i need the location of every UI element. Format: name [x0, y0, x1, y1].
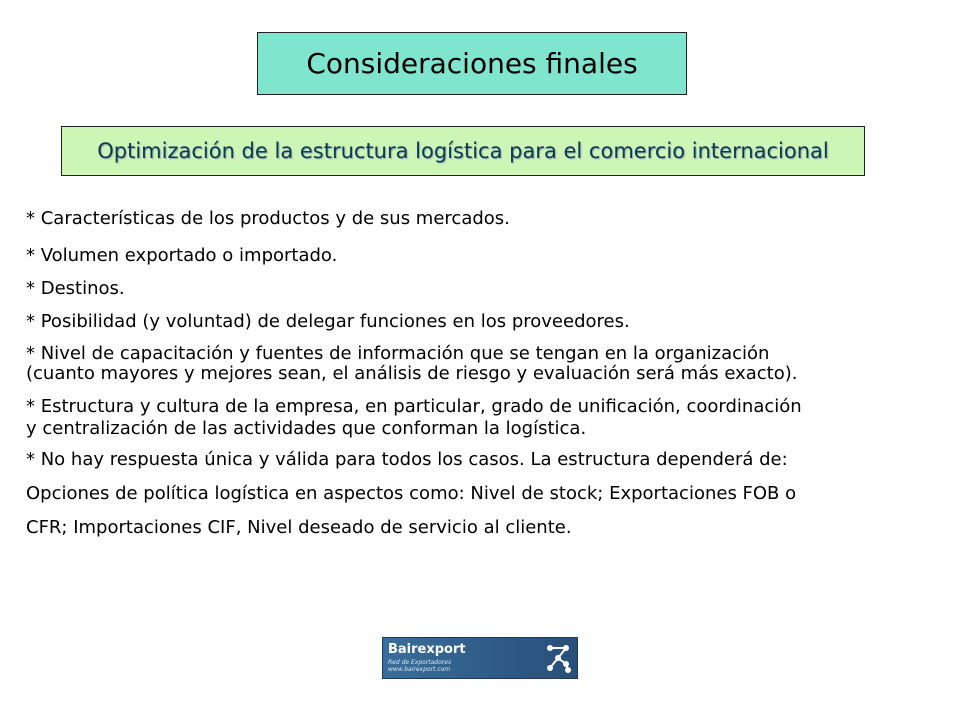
network-icon [540, 640, 576, 676]
bullet-list [26, 208, 946, 539]
bullet-item: * Destinos. [26, 278, 125, 299]
bullet-item: * Características de los productos y de sus mercados. [26, 208, 510, 229]
slide-title [257, 32, 687, 95]
bullet-item: * Volumen exportado o importado. [26, 245, 338, 266]
bullet-item: * Nivel de capacitación y fuentes de información que se tengan en la organización (cuanto mayores y mejores sean, el análisis de riesgo y evaluación será más exacto). [26, 343, 798, 384]
logo-tagline [388, 659, 451, 673]
bullet-item: * Posibilidad (y voluntad) de delegar funciones en los proveedores. [26, 311, 630, 332]
slide-subtitle [61, 126, 865, 176]
slide-subtitle-text: Optimización de la estructura logística para el comercio internacional [97, 139, 829, 163]
logo-tagline-text: Red de Exportadores [388, 659, 452, 666]
logo-url: www.bairexport.com [388, 666, 451, 673]
slide-title-text: Consideraciones finales [306, 47, 638, 80]
bullet-item: Opciones de política logística en aspectos como: Nivel de stock; Exportaciones FOB o [26, 483, 797, 504]
bullet-item: CFR; Importaciones CIF, Nivel deseado de servicio al cliente. [26, 517, 572, 538]
bullet-item: * No hay respuesta única y válida para todos los casos. La estructura dependerá de: [26, 449, 788, 470]
logo-name: Bairexport [388, 642, 466, 657]
bullet-item: * Estructura y cultura de la empresa, en particular, grado de unificación, coordinación y centralización de las actividades que conforman la logística. [26, 396, 802, 439]
